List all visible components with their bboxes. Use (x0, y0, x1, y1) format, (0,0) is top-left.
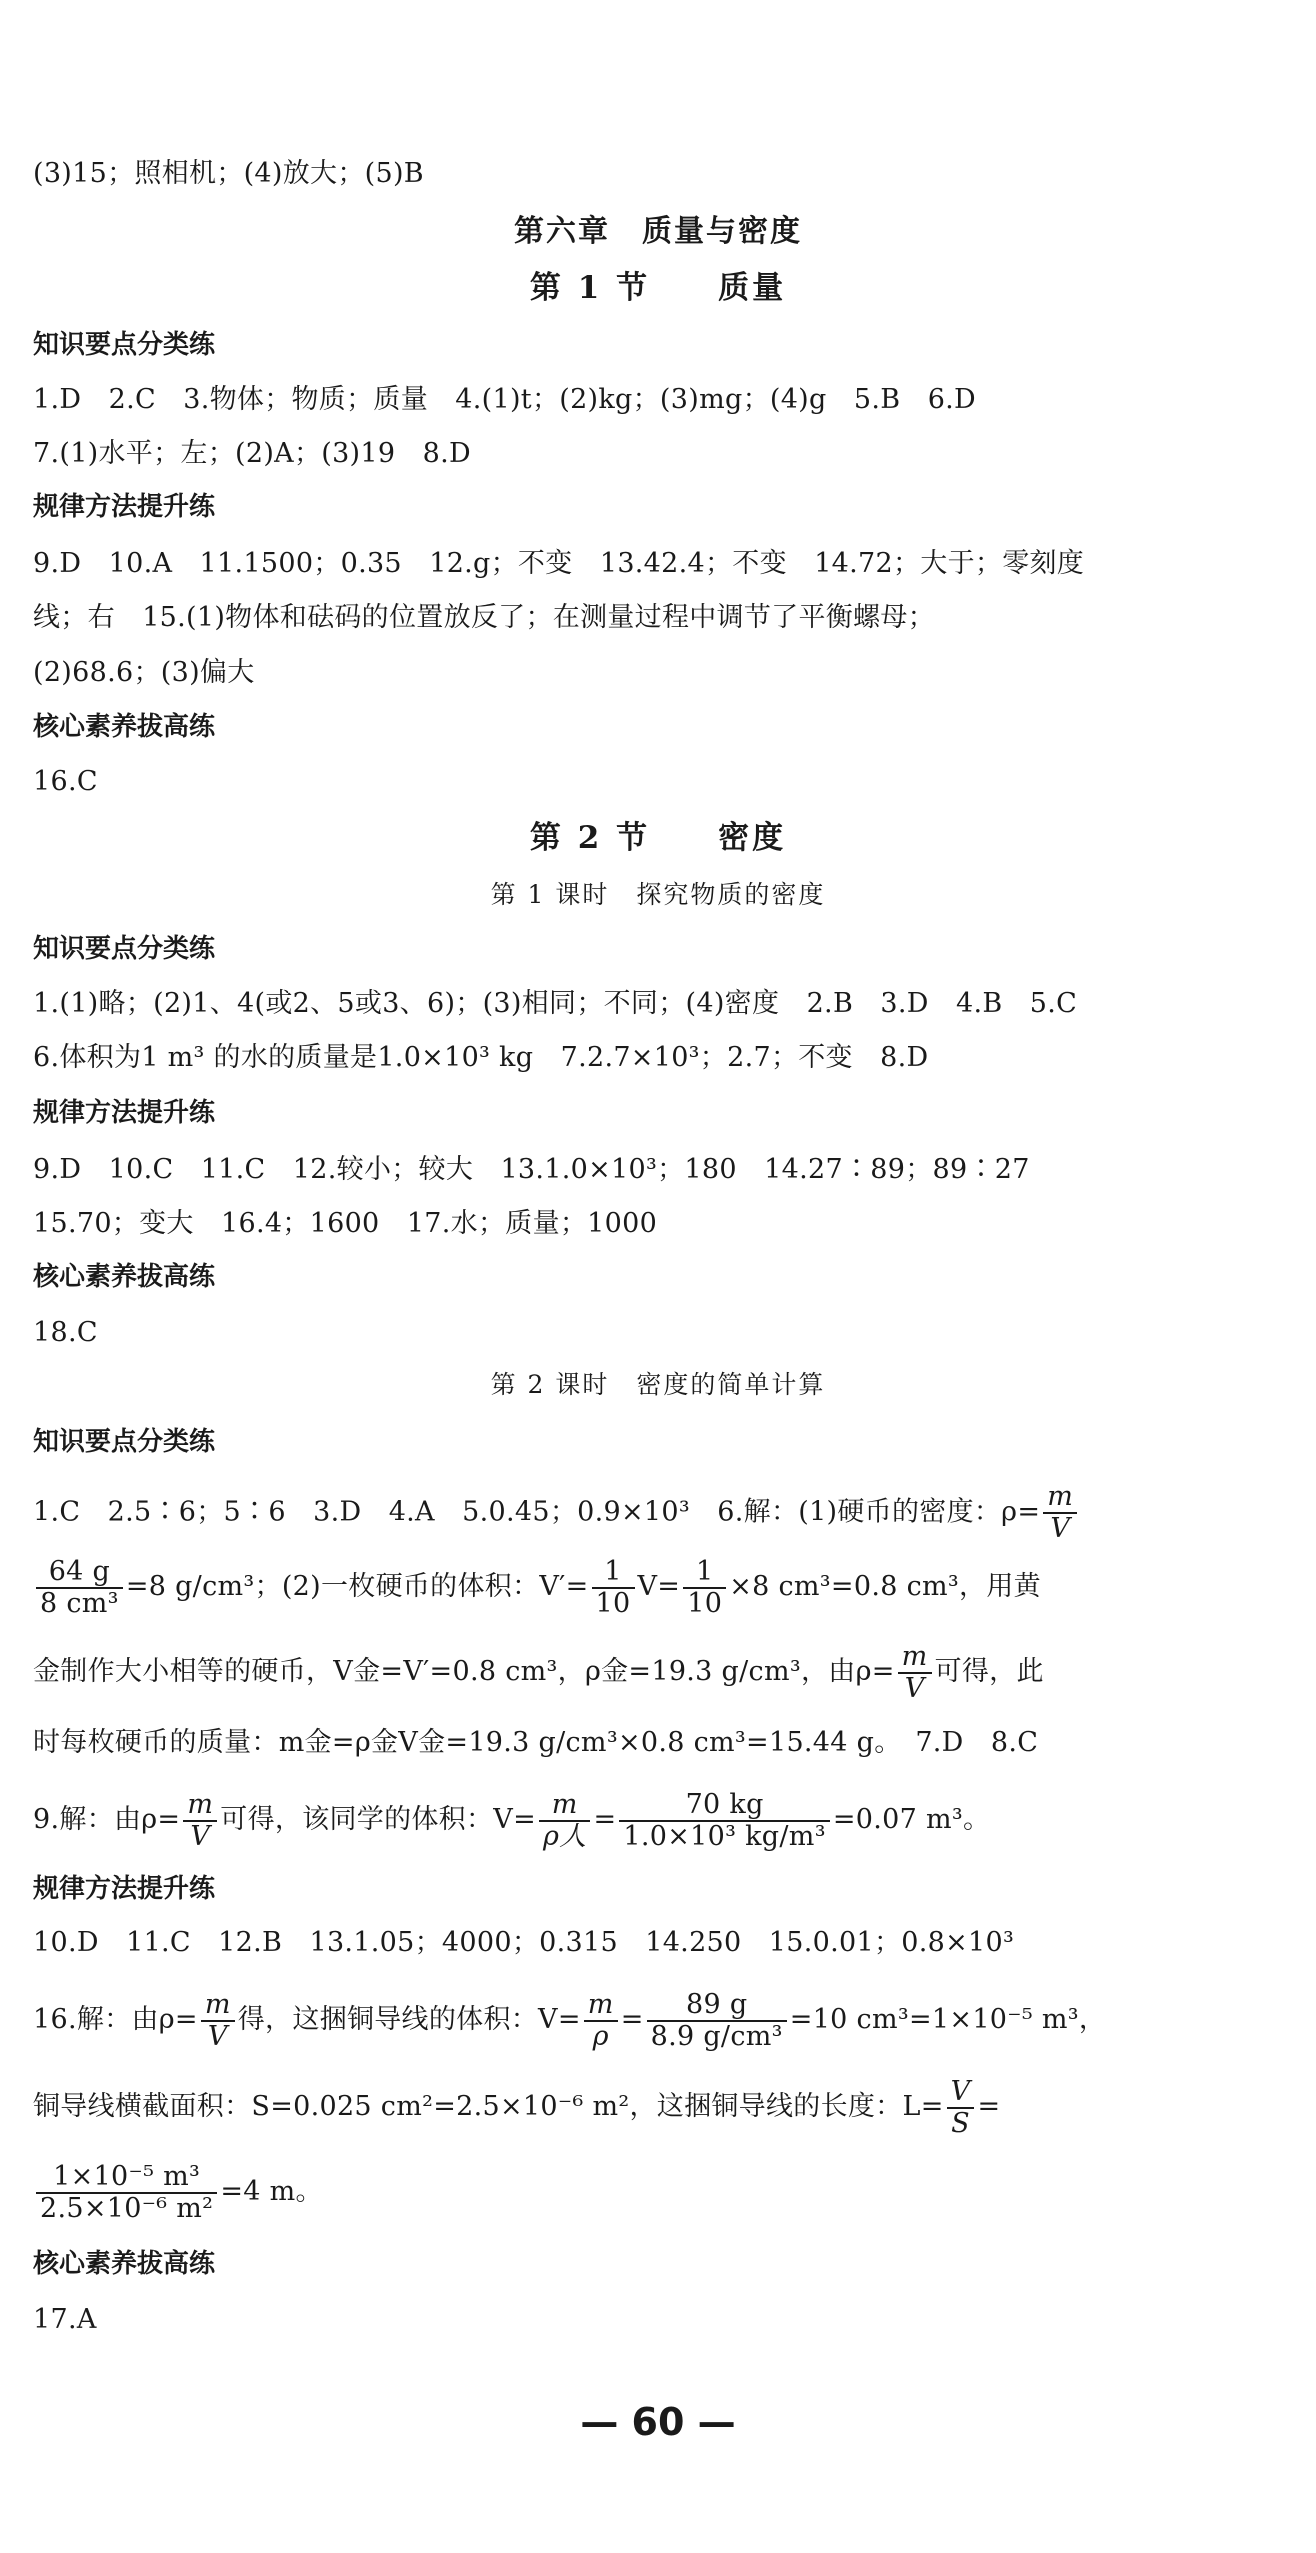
fraction: $\frac{m}{\text{ρ人}}$ (539, 1790, 590, 1852)
answer-line: 16.C (33, 766, 98, 797)
fraction: $\frac{m}{V}$ (183, 1790, 217, 1852)
answer-line: 金制作大小相等的硬币，V金=V′=0.8 cm³，ρ金=19.3 g/cm³，由ρ= $\frac{m}{V}$ 可得，此 (33, 1640, 1044, 1704)
answer-line: 9.解：由ρ= $\frac{m}{V}$ 可得，该同学的体积：V= $\frac{m}{\text{ρ人}}$ = $\frac{70 kg}{\text{1.0×10³ kg/m³}}$ =0.07 m³。 (33, 1788, 991, 1852)
exercise-heading: 知识要点分类练 (33, 1427, 216, 1457)
fraction: $\frac{m}{V}$ (201, 1990, 235, 2052)
answer-line: 18.C (33, 1317, 98, 1348)
exercise-heading: 规律方法提升练 (33, 1874, 216, 1904)
chapter-title: 第六章 质量与密度 (514, 214, 802, 249)
answer-line: (2)68.6；(3)偏大 (33, 657, 255, 688)
answer-line: 1.D 2.C 3.物体；物质；质量 4.(1)t；(2)kg；(3)mg；(4)g 5.B 6.D (33, 384, 977, 415)
answer-line: 时每枚硬币的质量：m金=ρ金V金=19.3 g/cm³×0.8 cm³=15.44 g。 7.D 8.C (33, 1727, 1039, 1758)
fraction: $\frac{V}{S}$ (947, 2077, 975, 2139)
answer-line: 线；右 15.(1)物体和砝码的位置放反了；在测量过程中调节了平衡螺母； (33, 602, 935, 633)
fraction: $\frac{1}{10}$ (592, 1557, 635, 1619)
exercise-heading: 知识要点分类练 (33, 934, 216, 964)
section-title: 第 1 节 质量 (529, 270, 787, 306)
exercise-heading: 规律方法提升练 (33, 492, 216, 522)
answer-line: 铜导线横截面积：S=0.025 cm²=2.5×10⁻⁶ m²，这捆铜导线的长度：L= $\frac{V}{S}$ = (33, 2075, 1001, 2139)
page-number: — 60 — (580, 2400, 736, 2444)
answer-line: $\frac{64 g}{\text{8 cm³}}$ =8 g/cm³；(2)一枚硬币的体积：V′= $\frac{1}{10}$ V= $\frac{1}{10}$ ×8 cm³=0.8 cm³，用黄 (33, 1555, 1041, 1619)
answer-line: 7.(1)水平；左；(2)A；(3)19 8.D (33, 438, 471, 469)
answer-line: 10.D 11.C 12.B 13.1.05；4000；0.315 14.250 15.0.01；0.8×10³ (33, 1927, 1015, 1958)
answer-line: 9.D 10.C 11.C 12.较小；较大 13.1.0×10³；180 14.27∶89；89∶27 (33, 1154, 1030, 1185)
answer-line: 15.70；变大 16.4；1600 17.水；质量；1000 (33, 1208, 658, 1239)
fraction: $\frac{m}{\rho}$ (584, 1990, 618, 2052)
fraction: $\frac{70 kg}{\text{1.0×10³ kg/m³}}$ (619, 1790, 829, 1852)
exercise-heading: 核心素养拔高练 (33, 1262, 216, 1292)
section-title: 第 2 节 密度 (529, 820, 787, 856)
exercise-heading: 核心素养拔高练 (33, 2249, 216, 2279)
lesson-title: 第 1 课时 探究物质的密度 (490, 880, 826, 909)
fraction: $\frac{m}{V}$ (898, 1642, 932, 1704)
answer-line: $\frac{\text{1×10⁻⁵ m³}}{\text{2.5×10⁻⁶ m²}}$ =4 m。 (33, 2160, 323, 2224)
fraction: $\frac{64 g}{\text{8 cm³}}$ (36, 1557, 123, 1619)
fraction: $\frac{m}{V}$ (1043, 1482, 1077, 1544)
exercise-heading: 核心素养拔高练 (33, 712, 216, 742)
answer-line: 1.C 2.5∶6；5∶6 3.D 4.A 5.0.45；0.9×10³ 6.解：(1)硬币的密度：ρ= $\frac{m}{V}$ (33, 1482, 1080, 1544)
answer-line: 1.(1)略；(2)1、4(或2、5或3、6)；(3)相同；不同；(4)密度 2.B 3.D 4.B 5.C (33, 988, 1078, 1019)
fraction: $\frac{1}{10}$ (683, 1557, 726, 1619)
exercise-heading: 知识要点分类练 (33, 330, 216, 360)
fraction: $\frac{89 g}{\text{8.9 g/cm³}}$ (647, 1990, 787, 2052)
answer-line: 16.解：由ρ= $\frac{m}{V}$ 得，这捆铜导线的体积：V= $\frac{m}{\rho}$ = $\frac{89 g}{\text{8.9 g/cm³}}$ =10 cm³=1×10⁻⁵ m³， (33, 1988, 1107, 2052)
answer-line: 6.体积为1 m³ 的水的质量是1.0×10³ kg 7.2.7×10³；2.7；不变 8.D (33, 1042, 929, 1073)
lesson-title: 第 2 课时 密度的简单计算 (490, 1370, 826, 1399)
answer-line: 9.D 10.A 11.1500；0.35 12.g；不变 13.42.4；不变 14.72；大于；零刻度 (33, 548, 1085, 579)
fraction: $\frac{\text{1×10⁻⁵ m³}}{\text{2.5×10⁻⁶ m²}}$ (36, 2162, 217, 2224)
answer-line: 17.A (33, 2304, 97, 2335)
answer-line: (3)15；照相机；(4)放大；(5)B (33, 158, 424, 189)
exercise-heading: 规律方法提升练 (33, 1098, 216, 1128)
